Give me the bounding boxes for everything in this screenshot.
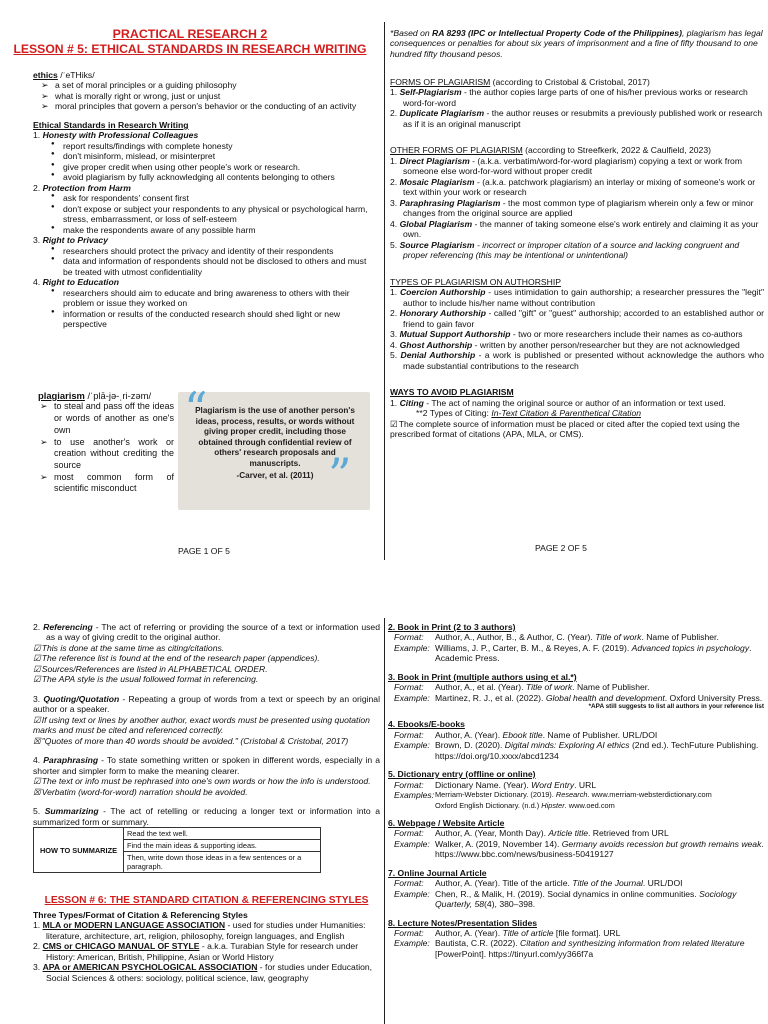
reference-text-part: . Name of Publisher. <box>641 632 719 643</box>
reference-row <box>388 632 764 642</box>
standard-item: ● data and information of respondents should not be disclosed to others and must be treated with utmost confidentiality <box>33 256 373 277</box>
other-form-num: 2. <box>390 176 400 187</box>
reference-text-part: Title of work <box>595 632 642 643</box>
citing-types-pre: **2 Types of Citing: <box>416 408 492 419</box>
reference-text-part: (2nd ed.). TechFuture Publishing. https://doi.org/10.xxxx/abcd1234 <box>435 740 759 761</box>
ethics-definition: ➢ moral principles that govern a person's behavior or the conducting of an activity <box>39 101 373 111</box>
authorship-label: Ghost Authorship <box>399 339 473 350</box>
other-form-item <box>390 219 764 240</box>
reference-row <box>388 938 764 959</box>
reference-text-part: . Name of Publisher. URL/DOI <box>542 729 658 740</box>
reference-entry <box>388 868 764 910</box>
standard-label: Protection from Harm <box>42 182 131 193</box>
other-form-text: - the manner of taking someone else's work entirely and claiming it as your own. <box>403 218 759 240</box>
reference-text-part: . www.oed.com <box>564 800 615 810</box>
authorship-num: 3. <box>390 329 400 340</box>
authorship-label: Honorary Authorship <box>399 308 486 319</box>
reference-text-part: Title of the Journal <box>572 878 643 889</box>
standard-num: 2. <box>33 182 43 193</box>
forms-list <box>390 87 764 129</box>
style-label: MLA or MODERN LANGUAGE ASSOCIATION <box>42 920 226 931</box>
authorship-item <box>390 350 764 371</box>
reference-row-value <box>435 790 764 800</box>
reference-row <box>388 928 764 938</box>
standard-items <box>33 141 373 183</box>
authorship-text: - a work is published or presented without acknowledge the authors who made substantial contributions to the research <box>403 350 764 371</box>
form-num: 2. <box>390 108 400 119</box>
other-form-label: Global Plagiarism <box>399 218 473 229</box>
reference-text-part: Germany avoids recession but growth remains weak <box>561 838 762 849</box>
how-to-summarize-table <box>33 827 321 873</box>
plagiarism-term: plagiarism <box>38 390 85 401</box>
plagiarism-definition: ➢ to steal and pass off the ideas or words of another as one's own <box>38 401 174 436</box>
plagiarism-quote-box <box>178 382 370 510</box>
other-form-label: Mosaic Plagiarism <box>399 176 475 187</box>
authorship-label: Mutual Support Authorship <box>399 329 511 340</box>
summarizing-num: 5. <box>33 806 41 817</box>
column-divider-bottom <box>384 618 385 1024</box>
reference-entry-heading: 4. Ebooks/E-books <box>388 719 465 730</box>
quoting-check-text: If using text or lines by another author, exact words must be presented using quotation marks and must be cited and referenced correctly. <box>33 714 370 736</box>
standard-heading <box>33 130 373 140</box>
authorship-label: Denial Authorship <box>400 350 476 361</box>
apa-reference-examples <box>388 622 764 959</box>
reference-row-value <box>435 730 764 740</box>
reference-text-part: Article title <box>548 828 589 839</box>
plagiarism-heading <box>38 390 174 401</box>
other-form-item <box>390 156 764 177</box>
reference-row <box>388 780 764 790</box>
lesson-5-title: LESSON # 5: ETHICAL STANDARDS IN RESEARCH WRITING <box>13 42 367 56</box>
other-form-item <box>390 198 764 219</box>
authorship-text: - uses intimidation to gain authorship; a researcher pressures the "legit" author to include his/her name without contribution <box>403 287 764 308</box>
referencing-checks <box>33 643 380 685</box>
authorship-num: 4. <box>390 339 400 350</box>
citing-types-value: In-Text Citation & Parenthetical Citation <box>491 408 642 419</box>
reference-row-label: Examples: <box>394 790 435 801</box>
authorship-list <box>390 287 764 371</box>
standards-heading: Ethical Standards in Research Writing <box>33 119 189 130</box>
paraphrasing-num: 4. <box>33 755 41 766</box>
summarizing-label: Summarizing <box>44 806 99 817</box>
reference-text-part: Author, A. (Year). <box>435 927 503 938</box>
quoting-num: 3. <box>33 693 41 704</box>
standard-heading <box>33 277 373 287</box>
reference-text-part: Sociology Quarterly, 58 <box>435 888 737 910</box>
reference-entry-heading: 7. Online Journal Article <box>388 867 487 878</box>
reference-text-part: Advanced topics in psychology <box>631 642 750 653</box>
ra-rest: , plagiarism has legal consequences or penalties for about six years of imprisonment and a fine of fifty thousand to one hundred fifty thousand pesos. <box>390 28 763 59</box>
other-forms-list <box>390 156 764 261</box>
other-form-item <box>390 240 764 261</box>
summarizing-item <box>33 806 380 827</box>
reference-text-part: Merriam-Webster Dictionary. (2019). <box>435 790 556 800</box>
authorship-num: 5. <box>390 350 401 361</box>
paraphrasing-check <box>33 776 380 786</box>
reference-text-part: [file format]. URL <box>553 927 621 938</box>
form-item <box>390 87 764 108</box>
referencing-num: 2. <box>33 622 41 632</box>
reference-row-label: Example: <box>394 838 430 849</box>
reference-entry <box>388 719 764 761</box>
form-text: - the author reuses or resubmits a previously published work or research as if it is an original manuscript <box>403 108 763 129</box>
standard-item: ● avoid plagiarism by fully acknowledging all contents belonging to others <box>33 172 373 182</box>
reference-row-label: Example: <box>394 888 430 899</box>
reference-text-part: [PowerPoint]. https://tinyurl.com/yy366f7a <box>435 948 594 959</box>
page-3 <box>33 622 380 1024</box>
ra-law: RA 8293 (IPC or Intellectual Property Code of the Philippines) <box>432 28 682 38</box>
paraphrasing-check-text: The text or info must be rephrased into one's own words or how the info is understood. <box>41 776 371 787</box>
reference-entry <box>388 672 764 711</box>
reference-row-value <box>435 682 764 692</box>
reference-row <box>388 790 764 800</box>
reference-text-part: Title of article <box>502 927 554 938</box>
plagiarism-pronunciation: /ˈplā-jə-ˌri-zəm/ <box>84 390 152 401</box>
authorship-item <box>390 340 764 350</box>
plagiarism-definition: ➢ to use another's work or creation without crediting the source <box>38 437 174 472</box>
reference-entry-heading: 6. Webpage / Website Article <box>388 817 505 828</box>
reference-row-label: Example: <box>394 740 430 751</box>
page-1-number: PAGE 1 OF 5 <box>178 546 230 556</box>
reference-row <box>388 730 764 740</box>
standard-items <box>33 288 373 330</box>
forms-heading-label: FORMS OF PLAGIARISM <box>390 77 491 87</box>
style-label: CMS or CHICAGO MANUAL OF STYLE <box>42 941 200 952</box>
reference-entry-heading: 5. Dictionary entry (offline or online) <box>388 769 536 780</box>
standard-item: ● report results/findings with complete honesty <box>33 141 373 151</box>
reference-text-part: Author, A. (Year). Title of the article. <box>435 878 573 889</box>
page-2-number: PAGE 2 OF 5 <box>535 543 587 553</box>
reference-text-part: . URL/DOI <box>642 878 683 889</box>
standard-item: ● make the respondents aware of any possible harm <box>33 225 373 235</box>
reference-row-value <box>435 839 764 860</box>
other-form-num: 1. <box>390 155 400 166</box>
standard-label: Honesty with Professional Colleagues <box>42 130 199 141</box>
style-num: 2. <box>33 941 43 952</box>
other-form-text: - (a.k.a. verbatim/word-for-word plagiarism) copying a text or work from someone else word-for-word without proper credit <box>403 155 742 177</box>
other-form-text: - incorrect or improper citation of a source and lacking congruent and proper referencing (this may be intentional or unintentional) <box>403 239 740 261</box>
reference-text-part: Digital minds: Exploring AI ethics <box>504 740 630 751</box>
reference-text-part: Author, A. (Year). <box>435 729 503 740</box>
reference-text-part: Author, A., et al. (Year). <box>435 682 526 693</box>
authorship-num: 1. <box>390 287 400 298</box>
reference-entry-heading: 3. Book in Print (multiple authors using et al.*) <box>388 671 577 682</box>
authorship-text: - written by another person/researcher but they are not acknowledged <box>472 339 740 350</box>
quote-body: Plagiarism is the use of another person's ideas, process, results, or words without giving proper credit, including those obtained through confidential review of others' research proposals and manuscripts. <box>195 406 355 468</box>
referencing-check: ☑ This is done at the same time as citing/citations. <box>33 643 380 653</box>
reference-row-value <box>435 632 764 642</box>
styles-heading: Three Types/Format of Citation & Referencing Styles <box>33 909 248 920</box>
quote-text <box>192 406 358 482</box>
reference-row <box>388 740 764 761</box>
reference-entry <box>388 818 764 860</box>
quoting-label: Quoting/Quotation <box>43 693 120 704</box>
summarize-step: Read the text well. <box>124 828 321 840</box>
style-text: - for studies under Education, Social Sciences & others: sociology, political science, law, geography <box>46 962 373 983</box>
reference-row-label: Format: <box>394 927 424 938</box>
reference-row-label: Format: <box>394 682 424 693</box>
authorship-text: - two or more researchers include their names as co-authors <box>510 329 743 340</box>
ethics-definition: ➢ what is morally right or wrong, just or unjust <box>39 91 373 101</box>
standard-item: ● don't misinform, mislead, or misinterpret <box>33 151 373 161</box>
reference-text-part: . URL <box>574 779 597 790</box>
citation-styles-list <box>33 920 380 983</box>
style-text: - used for studies under Humanities: literature, architecture, art, religion, philosophy, foreign languages, and English <box>46 920 366 941</box>
reference-text-part: . Academic Press. <box>435 642 752 664</box>
quoting-avoid-text: "Quotes of more than 40 words should be avoided." (Cristobal & Cristobal, 2017) <box>41 735 349 746</box>
citing-text: - The act of naming the original source or author of an information or text used. <box>423 397 726 408</box>
reference-row-label: Example: <box>394 692 430 703</box>
ethics-definitions <box>39 80 373 111</box>
form-text: - the author copies large parts of one of his/her previous works or research word-for-word <box>403 87 748 108</box>
reference-row-label: Format: <box>394 779 424 790</box>
reference-row-label: Example: <box>394 642 430 653</box>
doc-title: PRACTICAL RESEARCH 2 <box>112 27 268 41</box>
other-form-text: - (a.k.a. patchwork plagiarism) an interlay or mixing of someone's work or text within your work or research <box>403 176 756 198</box>
ethics-heading <box>33 70 373 80</box>
standard-item: ● information or results of the conducted research should shed light or new perspective <box>33 309 373 330</box>
reference-entry <box>388 918 764 960</box>
column-divider-top <box>384 22 385 560</box>
paraphrasing-avoid-text: Verbatim (word-for-word) narration should be avoided. <box>41 786 248 797</box>
reference-row-label: Format: <box>394 878 424 889</box>
ethics-definition: ➢ a set of moral principles or a guiding philosophy <box>39 80 373 90</box>
standard-item: ● give proper credit when using other people's work or research. <box>33 162 373 172</box>
citing-note <box>390 419 764 440</box>
reference-row-label: Example: <box>394 938 430 949</box>
forms-heading <box>390 77 764 87</box>
reference-text-part: (4), 380–398. <box>484 899 536 910</box>
reference-row-value <box>435 928 764 938</box>
page-1 <box>0 0 384 560</box>
reference-text-part: Citation and synthesizing information from related literature <box>520 938 745 949</box>
other-form-num: 4. <box>390 218 400 229</box>
reference-row-value <box>435 938 764 959</box>
reference-entry <box>388 769 764 809</box>
summarizing-text: - The act of retelling or reducing a longer text or information into a summarized form or summary. <box>33 806 380 827</box>
standard-item: ● researchers should protect the privacy and identity of their respondents <box>33 246 373 256</box>
reference-row-value <box>435 780 764 790</box>
close-quote-icon: ” <box>328 448 352 502</box>
reference-text-part: Hipster <box>541 800 565 810</box>
other-form-num: 3. <box>390 197 400 208</box>
reference-row <box>388 839 764 860</box>
standard-num: 4. <box>33 277 43 288</box>
standard-label: Right to Privacy <box>42 235 108 246</box>
standard-item: ● researchers should aim to educate and bring awareness to others with their problem or issue they worked on <box>33 288 373 309</box>
style-num: 1. <box>33 920 43 931</box>
form-label: Self-Plagiarism <box>399 87 462 98</box>
paraphrasing-item <box>33 755 380 776</box>
standard-label: Right to Education <box>42 277 119 288</box>
reference-text-part: Global health and development <box>545 692 665 703</box>
reference-row <box>388 693 764 703</box>
reference-entry-heading: 2. Book in Print (2 to 3 authors) <box>388 622 516 632</box>
other-heading-label: OTHER FORMS OF PLAGIARISM <box>390 145 523 156</box>
page-4 <box>388 622 764 1024</box>
quoting-avoid <box>33 736 380 746</box>
reference-text-part: Title of work <box>525 682 573 693</box>
reference-row-value <box>435 643 764 664</box>
citing-note-text: The complete source of information must be placed or cited after the copied text using the prescribed format of citations (APA, MLA, or CMS). <box>390 418 740 440</box>
reference-text-part: Martinez, R. J., et al. (2022). <box>435 692 546 703</box>
citing-num: 1. <box>390 397 398 408</box>
reference-text-part: Chen, R., & Malik, H. (2019). Social dynamics in online communities. <box>435 888 700 899</box>
reference-text-part: . https://www.bbc.com/news/business-50419127 <box>435 838 764 860</box>
style-num: 3. <box>33 962 43 973</box>
reference-text-part: Ebook title <box>502 729 543 740</box>
form-num: 1. <box>390 87 400 98</box>
reference-text-part: Author, A., Author, B., & Author, C. (Year). <box>435 632 596 643</box>
citing-item <box>390 398 764 408</box>
reference-row-label: Format: <box>394 632 424 643</box>
referencing-label: Referencing <box>43 622 93 632</box>
page-2 <box>385 0 768 560</box>
ra-intro: *Based on <box>390 28 433 38</box>
other-source: (according to Streefkerk, 2022 & Caulfield, 2023) <box>522 145 711 156</box>
reference-row-label: Format: <box>394 729 424 740</box>
summarize-step: Find the main ideas & supporting ideas. <box>124 840 321 852</box>
referencing-check: ☑ The reference list is found at the end of the research paper (appendices). <box>33 653 380 663</box>
reference-text-part: Oxford English Dictionary. (n.d.) <box>435 800 542 810</box>
authorship-num: 2. <box>390 308 400 319</box>
quoting-text: - Repeating a group of words from a text or speech by an original author or a speaker. <box>33 693 380 715</box>
forms-source: (according to Cristobal & Cristobal, 2017) <box>490 77 650 87</box>
paraphrasing-text: - To state something written or spoken in different words, especially in a shorter and simpler form to make the meaning clearer. <box>33 755 380 776</box>
style-label: APA or AMERICAN PSYCHOLOGICAL ASSOCIATION <box>42 962 258 973</box>
standard-num: 3. <box>33 235 43 246</box>
ways-heading: WAYS TO AVOID PLAGIARISM <box>390 387 514 398</box>
style-text: - a.k.a. Turabian Style for research under History: American, British, Philippine, Asian or World History <box>46 941 359 962</box>
other-form-num: 5. <box>390 239 400 250</box>
citing-types <box>390 408 764 418</box>
summarize-step: Then, write down those ideas in a few sentences or a paragraph. <box>124 852 321 873</box>
reference-text-part: Williams, J. P., Carter, B. M., & Reyes, A. F. (2019). <box>435 642 632 653</box>
authorship-item <box>390 287 764 308</box>
reference-entry-heading: 8. Lecture Notes/Presentation Slides <box>388 917 538 928</box>
form-label: Duplicate Plagiarism <box>399 108 485 119</box>
reference-entry <box>388 622 764 664</box>
reference-row-value <box>435 878 764 888</box>
reference-row <box>388 889 764 910</box>
authorship-text: - called "gift" or "guest" authorship; accorded to an established author or friend to gain favor <box>403 308 764 329</box>
style-item <box>33 920 380 941</box>
referencing-check: ☑ The APA style is the usual followed format in referencing. <box>33 674 380 684</box>
reference-row <box>388 878 764 888</box>
reference-row <box>388 682 764 692</box>
plagiarism-definition: ➢ most common form of scientific misconduct <box>38 472 174 495</box>
reference-text-part: Research <box>555 790 588 800</box>
quoting-item <box>33 694 380 715</box>
standard-items <box>33 246 373 277</box>
standard-heading <box>33 235 373 245</box>
citing-label: Citing <box>399 397 424 408</box>
other-forms-heading <box>390 145 764 155</box>
standard-num: 1. <box>33 130 43 141</box>
quoting-check <box>33 715 380 736</box>
referencing-text: - The act of referring or providing the source of a text or information used as a way of giving credit to the original author. <box>46 622 380 643</box>
how-to-summarize-label: HOW TO SUMMARIZE <box>34 828 124 873</box>
other-form-label: Paraphrasing Plagiarism <box>399 197 501 208</box>
authorship-item <box>390 329 764 339</box>
reference-row <box>388 643 764 664</box>
reference-note: *APA still suggests to list all authors in your reference list <box>588 703 764 711</box>
ethical-standards-list <box>33 130 373 329</box>
reference-row-value <box>435 740 764 761</box>
quote-author: -Carver, et al. (2011) <box>236 471 314 480</box>
standard-item: ● ask for respondents' consent first <box>33 193 373 203</box>
reference-text-part: . Name of Publisher. <box>572 682 650 693</box>
reference-text-part: Dictionary Name. (Year). <box>435 779 532 790</box>
reference-text-part: Word Entry <box>531 779 575 790</box>
reference-text-part: Walker, A. (2019, November 14). <box>435 838 562 849</box>
authorship-item <box>390 308 764 329</box>
reference-row-label: Format: <box>394 828 424 839</box>
reference-text-part: Brown, D. (2020). <box>435 740 505 751</box>
reference-row-value <box>435 889 764 910</box>
reference-text-part: . www.merriam-websterdictionary.com <box>587 790 712 800</box>
standard-heading <box>33 183 373 193</box>
lesson-6-title: LESSON # 6: THE STANDARD CITATION & REFERENCING STYLES <box>44 895 369 907</box>
paraphrasing-label: Paraphrasing <box>43 755 99 766</box>
style-item <box>33 941 380 962</box>
ra-8293-note <box>390 28 764 59</box>
style-item <box>33 962 380 983</box>
other-form-item <box>390 177 764 198</box>
reference-text-part: Bautista, C.R. (2022). <box>435 938 521 949</box>
reference-row <box>388 828 764 838</box>
reference-row-label <box>388 801 435 810</box>
authorship-label: Coercion Authorship <box>399 287 486 298</box>
paraphrasing-avoid <box>33 787 380 797</box>
reference-row-value <box>435 828 764 838</box>
form-item <box>390 108 764 129</box>
ethics-pronunciation: /ˈeTHiks/ <box>57 70 95 80</box>
standard-item: ● don't expose or subject your respondents to any physical or psychological harm, stress, embarrassment, or loss of self-esteem <box>33 204 373 225</box>
authorship-heading: TYPES OF PLAGIARISM ON AUTHORSHIP <box>390 276 561 287</box>
open-quote-icon: “ <box>184 382 208 436</box>
other-form-label: Direct Plagiarism <box>399 155 470 166</box>
other-form-text: - the most common type of plagiarism wherein only a few or minor changes from the original source are applied <box>403 197 754 219</box>
standard-items <box>33 193 373 235</box>
other-form-label: Source Plagiarism <box>399 239 475 250</box>
reference-row <box>388 801 764 810</box>
reference-text-part: Author, A. (Year, Month Day). <box>435 828 549 839</box>
referencing-check: ☑ Sources/References are listed in ALPHABETICAL ORDER. <box>33 664 380 674</box>
reference-text-part: . Oxford University Press. <box>664 692 763 703</box>
reference-row-value <box>435 693 764 703</box>
ethics-term: ethics <box>33 70 58 80</box>
plagiarism-definitions <box>38 401 174 495</box>
referencing-item <box>33 622 380 643</box>
reference-text-part: . Retrieved from URL <box>588 828 669 839</box>
reference-row-value <box>435 801 764 810</box>
